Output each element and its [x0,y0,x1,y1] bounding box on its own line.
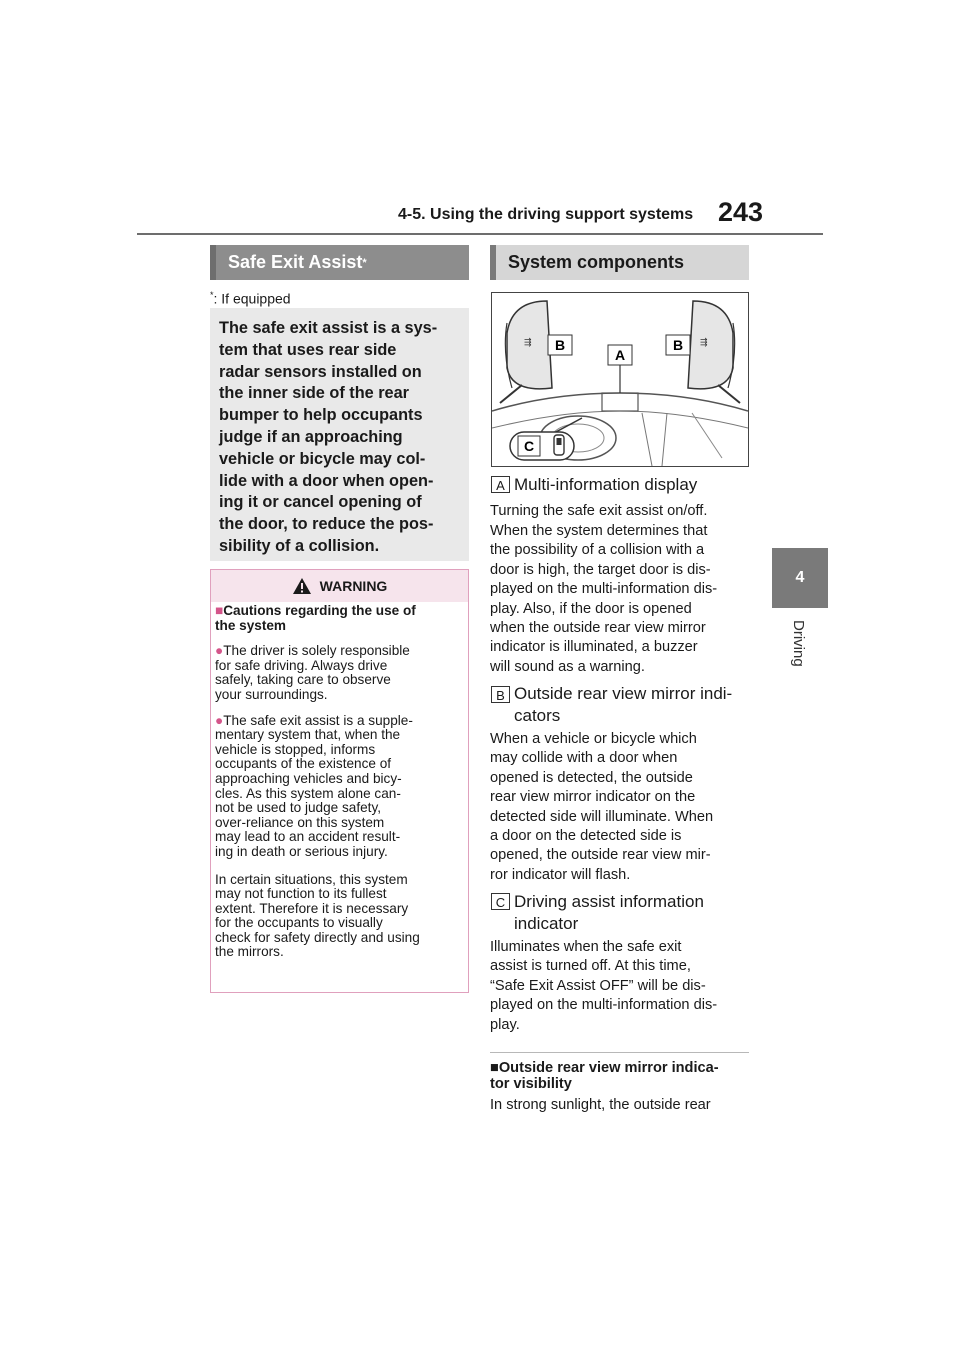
text-line: the possibility of a collision with a [490,542,705,559]
note-line: may not function to its fullest [215,886,387,902]
intro-line: lide with a door when open- [219,471,434,490]
note-heading [490,1060,749,1092]
text-line: played on the multi-information dis- [490,997,718,1014]
note-heading-line: tor visibility [490,1076,572,1092]
dashboard-illustration [492,293,748,466]
item-a-text2 [490,522,717,677]
page-number: 243 [718,197,764,227]
text-line: played on the multi-information dis- [490,581,718,598]
intro-line: ing it or cancel opening of [219,493,422,512]
header-rule [137,233,823,235]
text-line: detected side will illuminate. When [490,808,714,825]
bullet-line: safely, taking care to observe [215,672,391,688]
warning-subheading [215,604,462,633]
bullet-line: vehicle is stopped, informs [215,741,376,757]
svg-text:⇶: ⇶ [700,338,708,348]
note-line: In certain situations, this system [215,871,408,887]
note-line: check for safety directly and using [215,929,420,945]
warning-triangle-icon [292,577,312,595]
warning-title: WARNING [319,578,388,594]
text-line: ror indicator will flash. [490,866,631,883]
warning-bullet [215,714,462,860]
warning-note [215,873,462,961]
intro-line: the door, to reduce the pos- [219,515,434,534]
text-line: opened is detected, the outside [490,769,693,786]
text-line: indicator is illuminated, a buzzer [490,639,698,656]
item-a-text1: Turning the safe exit assist on/off. [490,503,708,519]
bullet-line: over-reliance on this system [215,814,385,830]
warning-bullet [215,644,462,702]
note-line: extent. Therefore it is necessary [215,900,409,916]
intro-line: bumper to help occupants [219,406,423,425]
bullet-line: occupants of the existence of [215,756,392,772]
text-line: when the outside rear view mirror [490,620,706,637]
section-title-safe-exit-assist [210,245,469,280]
warning-subheading-line: Cautions regarding the use of [223,603,416,618]
note-line: for the occupants to visually [215,915,383,931]
note-heading-line: Outside rear view mirror indica- [498,1060,719,1076]
intro-box [210,308,469,561]
dot-bullet-icon: ● [215,712,224,728]
item-c-title [514,891,704,935]
label-a: A [491,476,510,493]
title-line: Driving assist information [514,892,704,911]
running-header: 4-5. Using the driving support systems [398,206,694,223]
bullet-line: mentary system that, when the [215,727,401,743]
note-text: In strong sunlight, the outside rear [490,1097,711,1113]
text-line: play. [490,1016,520,1033]
intro-line: vehicle or bicycle may col- [219,449,426,468]
system-components-diagram [491,292,749,467]
item-b-text [490,730,713,885]
label-c: C [491,893,510,910]
note-line: the mirrors. [215,944,284,960]
bullet-line: The safe exit assist is a supple- [223,712,413,728]
warning-subheading-line: the system [215,617,287,633]
text-line: “Safe Exit Assist OFF” will be dis- [490,977,706,994]
title-line: cators [514,706,561,725]
chapter-tab-label: Driving [790,620,807,667]
dot-bullet-icon: ● [215,643,224,659]
text-line: opened, the outside rear view mir- [490,847,711,864]
item-c-text [490,938,717,1035]
section-title-system-components: System components [490,245,749,280]
warning-box [210,569,469,993]
text-line: rear view mirror indicator on the [490,789,696,806]
warning-header [211,570,468,602]
text-line: play. Also, if the door is opened [490,600,692,617]
square-bullet-icon: ■ [490,1060,499,1076]
label-b: B [491,686,510,703]
diagram-label-c: C [523,438,535,454]
intro-line: sibility of a collision. [219,536,380,555]
intro-line: tem that uses rear side [219,340,397,359]
diagram-label-b-left: B [554,337,566,353]
bullet-line: not be used to judge safety, [215,800,382,816]
bullet-line: may lead to an accident result- [215,829,401,845]
chapter-tab-number: 4 [772,548,828,608]
intro-line: the inner side of the rear [219,384,409,403]
svg-text:⇶: ⇶ [524,338,532,348]
diagram-label-a: A [614,347,626,363]
text-line: may collide with a door when [490,750,678,767]
bullet-line: The driver is solely responsible [223,643,410,659]
text-line: will sound as a warning. [490,658,645,675]
item-b-title [514,683,732,727]
footnote-text: : If equipped [213,290,291,307]
intro-line: radar sensors installed on [219,362,422,381]
intro-line: The safe exit assist is a sys- [219,319,438,337]
bullet-line: approaching vehicles and bicy- [215,770,402,786]
bullet-line: your surroundings. [215,686,328,702]
bullet-line: for safe driving. Always drive [215,657,388,673]
title-line: indicator [514,914,579,933]
section-title-text: Safe Exit Assist [228,252,363,272]
intro-line: judge if an approaching [219,427,403,446]
bullet-line: ing in death or serious injury. [215,843,388,859]
footnote [210,290,291,307]
bullet-line: cles. As this system alone can- [215,785,401,801]
text-line: a door on the detected side is [490,828,682,845]
note-separator [490,1052,749,1053]
text-line: door is high, the target door is dis- [490,561,711,578]
square-bullet-icon: ■ [215,603,224,618]
section-title-mark: * [362,256,367,269]
title-line: Outside rear view mirror indi- [514,684,733,703]
diagram-label-b-right: B [672,337,684,353]
text-line: When a vehicle or bicycle which [490,731,697,747]
text-line: When the system determines that [490,523,708,539]
warning-body [215,604,462,960]
footnote-mark: * [210,290,214,300]
text-line: Illuminates when the safe exit [490,939,682,955]
text-line: assist is turned off. At this time, [490,958,691,975]
item-a-title: Multi-information display [514,475,698,494]
